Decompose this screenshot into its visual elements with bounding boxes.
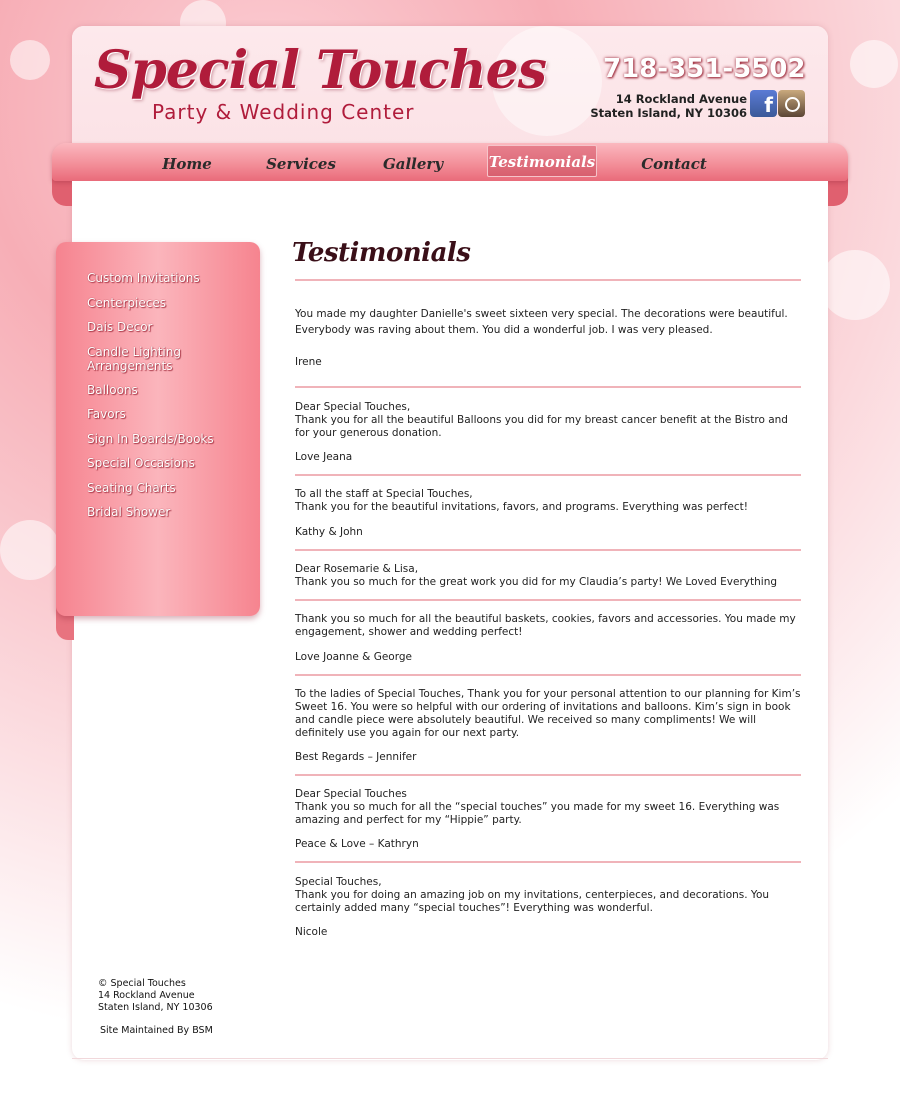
sidebar-item-centerpieces[interactable]: Centerpieces [87,296,166,310]
testimonial-signature: Best Regards – Jennifer [295,751,417,763]
testimonial-body: To the ladies of Special Touches, Thank you for your personal attention to our planning for Kim’s Sweet 16. You were so helpful with our ordering of invitations and balloons. Kim’s sign in book and candle piece were absolutely beautiful. We received so many compliments! We will definitely use you again for our next party. [295,688,801,739]
sidebar-item-seating-charts[interactable]: Seating Charts [87,481,176,495]
testimonial-divider [295,386,801,388]
footer-address-line-2: Staten Island, NY 10306 [98,1002,213,1013]
nav-testimonials[interactable]: Testimonials [487,145,597,177]
sidebar-item-dais-decor[interactable]: Dais Decor [87,320,153,334]
testimonial-divider [295,474,801,476]
testimonial-signature: Irene [295,356,322,368]
testimonial-divider [295,599,801,601]
testimonial-divider [295,774,801,776]
testimonial-signature: Kathy & John [295,526,363,538]
testimonial-body: Thank you so much for all the beautiful baskets, cookies, favors and accessories. You made my engagement, shower and wedding perfect! [295,613,796,638]
footer-address-line-1: 14 Rockland Avenue [98,990,195,1001]
title-divider [295,279,801,281]
nav-contact[interactable]: Contact [641,155,707,173]
footer-divider [72,1058,828,1059]
testimonial-body: Special Touches, Thank you for doing an amazing job on my invitations, centerpieces, and decorations. You certainly added many “special touches”! Everything was wonderful. [295,876,770,914]
testimonial-signature: Love Joanne & George [295,651,412,663]
sidebar-item-special-occasions[interactable]: Special Occasions [87,456,195,470]
page-title: Testimonials [292,238,471,268]
testimonial-body: You made my daughter Danielle's sweet sixteen very special. The decorations were beautiful. Everybody was raving about them. You did a wonderful job. I was very pleased. [295,308,788,336]
sidebar-item-sign-in-boards[interactable]: Sign In Boards/Books [87,432,214,446]
logo-subtitle: Party & Wedding Center [152,100,415,124]
testimonial-body: Dear Special Touches, Thank you for all the beautiful Balloons you did for my breast cancer benefit at the Bistro and for your generous donation. [295,401,788,439]
facebook-icon[interactable]: f [750,90,777,117]
footer-maintained-link[interactable]: Site Maintained By BSM [100,1025,213,1036]
sidebar-item-favors[interactable]: Favors [87,407,126,421]
logo-title[interactable]: Special Touches [94,40,547,101]
bokeh-decoration [820,250,890,320]
testimonial-body: Dear Special Touches Thank you so much for all the “special touches” you made for my sweet 16. Everything was amazing and perfect for my “Hippie” party. [295,788,780,826]
address-line-1: 14 Rockland Avenue [615,92,747,106]
content-top [72,181,828,201]
testimonial-body: To all the staff at Special Touches, Thank you for the beautiful invitations, favors, and programs. Everything was perfect! [295,488,748,513]
sidebar-item-candle-lighting[interactable]: Candle Lighting Arrangements [87,345,181,373]
bokeh-decoration [0,520,60,580]
sidebar-item-custom-invitations[interactable]: Custom Invitations [87,271,200,285]
testimonial-signature: Nicole [295,926,328,938]
nav-services[interactable]: Services [266,155,336,173]
testimonial-divider [295,674,801,676]
nav-home[interactable]: Home [162,155,212,173]
instagram-icon[interactable] [778,90,805,117]
bokeh-decoration [10,40,50,80]
nav-gallery[interactable]: Gallery [382,155,444,173]
address-line-2: Staten Island, NY 10306 [590,106,747,120]
testimonial-signature: Peace & Love – Kathryn [295,838,419,850]
testimonial-signature: Love Jeana [295,451,353,463]
footer-copyright: © Special Touches [98,978,186,989]
testimonial-divider [295,861,801,863]
sidebar-item-bridal-shower[interactable]: Bridal Shower [87,505,171,519]
bokeh-decoration [850,40,898,88]
testimonial-body: Dear Rosemarie & Lisa, Thank you so much for the great work you did for my Claudia’s party! We Loved Everything [295,563,778,588]
header-address [590,92,747,120]
phone-number: 718-351-5502 [603,54,806,84]
sidebar-item-balloons[interactable]: Balloons [87,383,138,397]
testimonial-divider [295,549,801,551]
